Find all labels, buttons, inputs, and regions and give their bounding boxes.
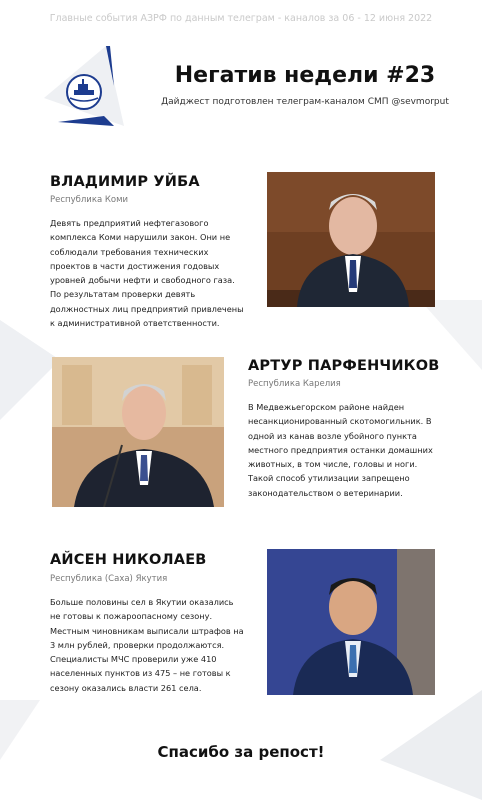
person-text-parfenchikov: В Медвежьегорском районе найден несанкционированный скотомогильник. В одной из канав возле убойного пункта местного предприятия останки домашних животных, в том числе, головы и ноги. Такой способ утилизации запрещено законодательством о ветеринарии. <box>248 402 433 498</box>
decor-triangle-left <box>0 320 60 420</box>
photo-nikolaev <box>267 549 435 695</box>
person-text-nikolaev: Больше половины сел в Якутии оказались не готовы к пожароопасному сезону. Местным чиновникам выписали штрафов на 3 млн рублей, проверки продолжаются. Специалисты МЧС проверили уже 410 населенных пунктов из 475 – не готовы к сезону оказались власти 261 села. <box>50 597 244 693</box>
page-subtitle: Дайджест подготовлен телеграм-каналом СМП @sevmorput <box>161 97 449 107</box>
person-region-uiba: Республика Коми <box>50 195 129 205</box>
logo-icon <box>44 46 124 126</box>
header-topline: Главные события АЗРФ по данным телеграм - каналов за 06 - 12 июня 2022 <box>49 13 433 24</box>
person-name-uiba: ВЛАДИМИР УЙБА <box>50 174 200 190</box>
person-name-nikolaev: АЙСЕН НИКОЛАЕВ <box>50 552 207 568</box>
person-name-parfenchikov: АРТУР ПАРФЕНЧИКОВ <box>248 358 440 374</box>
photo-uiba <box>267 172 435 307</box>
logo <box>44 46 124 126</box>
thanks-repost: Спасибо за репост! <box>157 743 325 761</box>
page-title: Негатив недели #23 <box>174 63 436 88</box>
photo-parfenchikov <box>52 357 224 507</box>
person-text-uiba: Девять предприятий нефтегазового комплекса Коми нарушили закон. Они не соблюдали требования технических проектов в части достижения годовых уровней добычи нефти и свободного газа. По результатам проверки девять должностных лиц предприятий привлечены к административной ответственности. <box>50 218 244 329</box>
person-region-nikolaev: Республика (Саха) Якутия <box>50 574 168 584</box>
person-region-parfenchikov: Республика Карелия <box>248 379 341 389</box>
